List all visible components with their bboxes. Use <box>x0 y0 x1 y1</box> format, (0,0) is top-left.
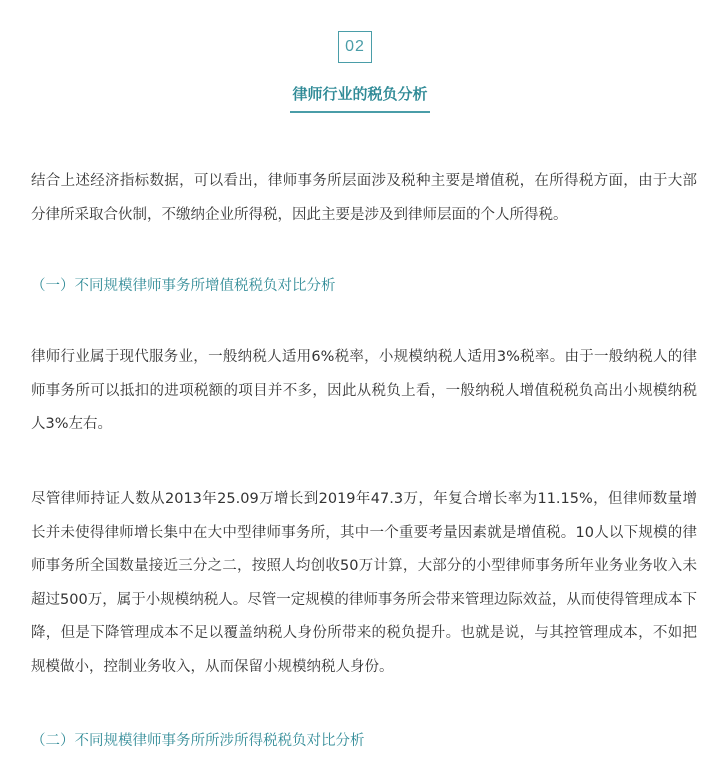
section-title: 律师行业的税负分析 <box>290 83 429 113</box>
paragraph-lawyer-growth: 尽管律师持证人数从2013年25.09万增长到2019年47.3万，年复合增长率为11.15%，但律师数量增长并未使得律师增长集中在大中型律师事务所，其中一个重要考量因素就是增值税。10人以下规模的律师事务所全国数量接近三分之二，按照人均创收50万计算，大部分的小型律师事务所年业务业务收入未超过500万，属于小规模纳税人。尽管一定规模的律师事务所会带来管理边际效益，从而使得管理成本下降，但是下降管理成本不足以覆盖纳税人身份所带来的税负提升。也就是说，与其控管理成本，不如把规模做小，控制业务收入，从而保留小规模纳税人身份。 <box>31 491 697 675</box>
paragraph-vat-rates: 律师行业属于现代服务业，一般纳税人适用6%税率，小规模纳税人适用3%税率。由于一般纳税人的律师事务所可以抵扣的进项税额的项目并不多，因此从税负上看，一般纳税人增值税税负高出小规模纳税人3%左右。 <box>31 349 697 432</box>
section-number: 02 <box>345 38 365 55</box>
subheading-vat: （一）不同规模律师事务所增值税税负对比分析 <box>31 278 336 294</box>
subheading-income-tax: （二）不同规模律师事务所所涉所得税税负对比分析 <box>31 733 365 749</box>
paragraph-intro: 结合上述经济指标数据，可以看出，律师事务所层面涉及税种主要是增值税，在所得税方面，由于大部分律所采取合伙制，不缴纳企业所得税，因此主要是涉及到律师层面的个人所得税。 <box>31 173 697 223</box>
section-title-wrap <box>0 83 720 113</box>
section-number-badge <box>338 31 372 63</box>
